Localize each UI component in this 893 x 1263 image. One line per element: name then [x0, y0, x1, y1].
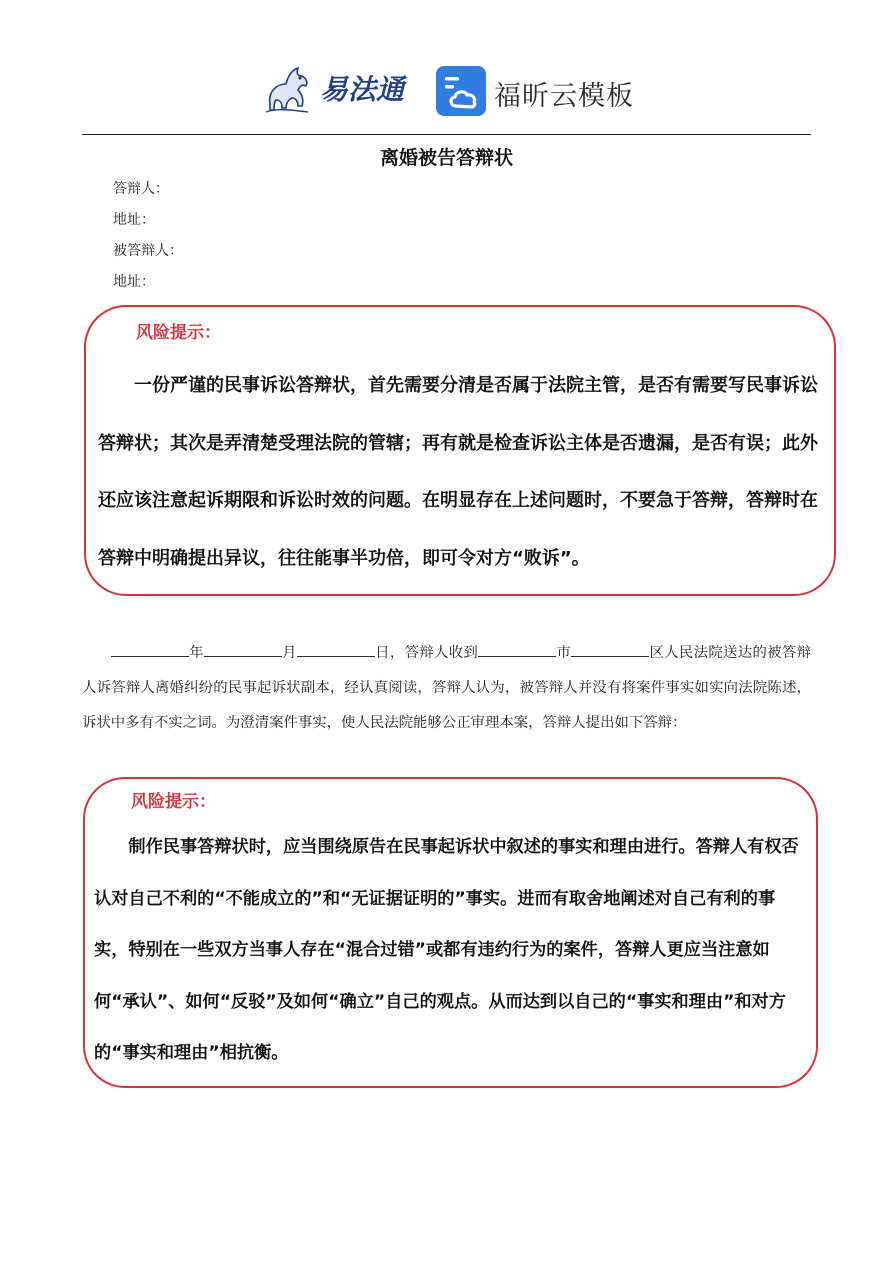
body-paragraph — [82, 636, 811, 741]
yifatong-logo — [262, 62, 412, 118]
blank-day — [297, 642, 375, 657]
risk-note-text: 制作民事答辩状时，应当围绕原告在民事起诉状中叙述的事实和理由进行。答辩人有权否认对自己不利的“不能成立的”和“无证据证明的”事实。进而有取舍地阐述对自己有利的事实，特别在一些双方当事人存在“混合过错”或都有违约行为的案件，答辩人更应当注意如何“承认”、如何“反驳”及如何“确立”自己的观点。从而达到以自己的“事实和理由”和对方的“事实和理由”相抗衡。 — [94, 837, 799, 1063]
risk-note-box — [84, 305, 836, 596]
foxit-template-wordmark: 福昕云模板 — [494, 81, 634, 112]
body-seg-rest: 区人民法院送达的被答辩人诉答辩人离婚纠纷的民事起诉状副本，经认真阅读，答辩人认为，被答辩人并没有将案件事实如实向法院陈述，诉状中多有不实之词。为澄清案件事实，使人民法院能够公正审理本案，答辩人提出如下答辩： — [82, 645, 811, 731]
risk-note-text: 一份严谨的民事诉讼答辩状，首先需要分清是否属于法院主管，是否有需要写民事诉讼答辩状；其次是弄清楚受理法院的管辖；再有就是检查诉讼主体是否遗漏，是否有误；此外还应该注意起诉期限和诉讼时效的问题。在明显存在上述问题时，不要急于答辩，答辩时在答辩中明确提出异议，往往能事半功倍，即可令对方“败诉”。 — [98, 375, 818, 569]
blank-city — [478, 642, 556, 657]
body-seg-city: 市 — [556, 645, 572, 661]
foxit-template-logo — [436, 64, 636, 118]
blank-year — [111, 642, 189, 657]
risk-note-title: 风险提示： — [131, 792, 216, 812]
respondent-label: 答辩人： — [113, 181, 169, 197]
body-seg-year: 年 — [188, 645, 204, 661]
unicorn-icon — [262, 62, 318, 118]
page-header — [0, 60, 893, 122]
yifatong-wordmark: 易法通 — [320, 73, 405, 106]
document-title: 离婚被告答辩状 — [379, 147, 513, 169]
body-seg-month: 月 — [281, 645, 297, 661]
claimant-address-label: 地址： — [113, 274, 155, 290]
blank-month — [204, 642, 282, 657]
blank-district — [571, 642, 649, 657]
risk-note-title: 风险提示： — [136, 323, 221, 343]
respondent-address-label: 地址： — [113, 212, 155, 228]
header-divider — [82, 134, 811, 135]
body-seg-day: 日，答辩人收到 — [374, 645, 479, 661]
claimant-label: 被答辩人： — [113, 243, 183, 259]
cloud-document-icon — [436, 66, 486, 116]
risk-note-box — [83, 777, 818, 1088]
